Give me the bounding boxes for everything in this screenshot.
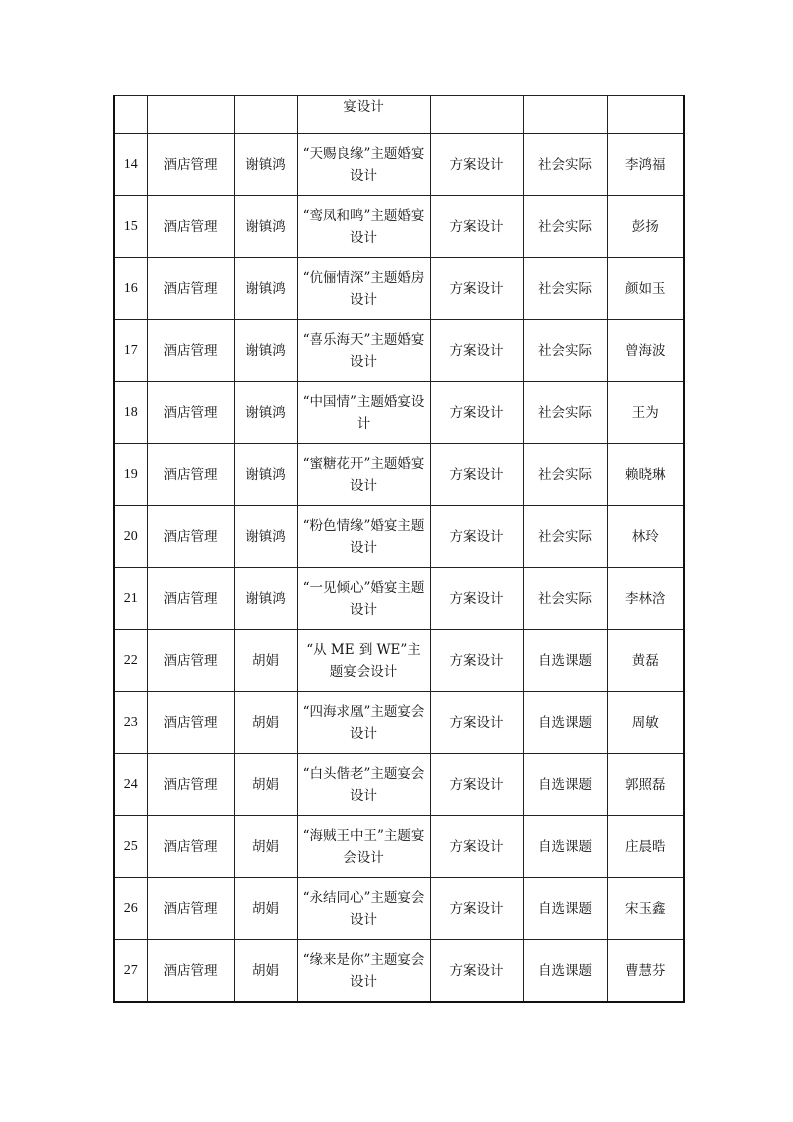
cell-source: 自选课题	[523, 754, 607, 816]
table-row	[114, 878, 684, 940]
cell-type: 方案设计	[430, 196, 523, 258]
cell-type	[430, 96, 523, 134]
title-text: “从 ME 到 WE”主题宴会设计	[306, 641, 421, 680]
cell-no: 20	[114, 506, 147, 568]
table-row	[114, 568, 684, 630]
title-text: “四海求凰”主题宴会设计	[302, 703, 425, 742]
cell-no: 19	[114, 444, 147, 506]
cell-type: 方案设计	[430, 258, 523, 320]
cell-advisor	[234, 96, 297, 134]
cell-student: 宋玉鑫	[607, 878, 684, 940]
cell-no: 24	[114, 754, 147, 816]
cell-student: 王为	[607, 382, 684, 444]
cell-no: 22	[114, 630, 147, 692]
table-row	[114, 940, 684, 1003]
cell-advisor: 谢镇鸿	[234, 444, 297, 506]
cell-student: 赖晓琳	[607, 444, 684, 506]
cell-advisor: 谢镇鸿	[234, 258, 297, 320]
cell-type: 方案设计	[430, 134, 523, 196]
cell-source: 社会实际	[523, 258, 607, 320]
cell-title	[297, 96, 430, 134]
title-text: “鸾凤和鸣”主题婚宴设计	[302, 207, 425, 246]
cell-student	[607, 96, 684, 134]
cell-advisor: 胡娟	[234, 816, 297, 878]
cell-title	[297, 506, 430, 568]
cell-advisor: 胡娟	[234, 878, 297, 940]
cell-source: 社会实际	[523, 506, 607, 568]
title-text: “一见倾心”婚宴主题设计	[302, 579, 425, 618]
title-text: “喜乐海天”主题婚宴设计	[302, 331, 425, 370]
cell-student: 黄磊	[607, 630, 684, 692]
cell-major: 酒店管理	[147, 196, 234, 258]
cell-title	[297, 878, 430, 940]
cell-major: 酒店管理	[147, 382, 234, 444]
cell-type: 方案设计	[430, 444, 523, 506]
cell-title	[297, 630, 430, 692]
cell-no: 15	[114, 196, 147, 258]
cell-major: 酒店管理	[147, 320, 234, 382]
title-text: “蜜糖花开”主题婚宴设计	[302, 455, 425, 494]
table-row	[114, 754, 684, 816]
cell-source: 自选课题	[523, 692, 607, 754]
cell-no: 21	[114, 568, 147, 630]
thesis-topic-table	[113, 95, 685, 1003]
cell-major: 酒店管理	[147, 940, 234, 1003]
cell-no: 18	[114, 382, 147, 444]
cell-student: 周敏	[607, 692, 684, 754]
cell-type: 方案设计	[430, 320, 523, 382]
cell-title	[297, 196, 430, 258]
cell-major: 酒店管理	[147, 692, 234, 754]
table-row	[114, 506, 684, 568]
cell-advisor: 谢镇鸿	[234, 506, 297, 568]
title-text: “白头偕老”主题宴会设计	[302, 765, 425, 804]
cell-student: 彭扬	[607, 196, 684, 258]
cell-advisor: 胡娟	[234, 692, 297, 754]
table-row	[114, 816, 684, 878]
cell-type: 方案设计	[430, 940, 523, 1003]
cell-source	[523, 96, 607, 134]
cell-no: 16	[114, 258, 147, 320]
cell-student: 庄晨晧	[607, 816, 684, 878]
cell-no: 17	[114, 320, 147, 382]
cell-source: 社会实际	[523, 382, 607, 444]
cell-title	[297, 320, 430, 382]
table-row	[114, 134, 684, 196]
title-text: “粉色情缘”婚宴主题设计	[302, 517, 425, 556]
cell-no: 26	[114, 878, 147, 940]
cell-major: 酒店管理	[147, 258, 234, 320]
cell-no: 25	[114, 816, 147, 878]
cell-title	[297, 816, 430, 878]
cell-advisor: 胡娟	[234, 754, 297, 816]
cell-title	[297, 444, 430, 506]
cell-type: 方案设计	[430, 878, 523, 940]
cell-no: 23	[114, 692, 147, 754]
cell-advisor: 谢镇鸿	[234, 134, 297, 196]
cell-major: 酒店管理	[147, 506, 234, 568]
cell-title	[297, 134, 430, 196]
cell-major: 酒店管理	[147, 878, 234, 940]
continued-row	[114, 96, 684, 134]
title-text: “永结同心”主题宴会设计	[302, 889, 425, 928]
cell-title	[297, 754, 430, 816]
cell-title	[297, 692, 430, 754]
cell-type: 方案设计	[430, 382, 523, 444]
cell-student: 曹慧芬	[607, 940, 684, 1003]
title-text: “缘来是你”主题宴会设计	[302, 951, 425, 990]
cell-no: 27	[114, 940, 147, 1003]
cell-student: 郭照磊	[607, 754, 684, 816]
cell-advisor: 谢镇鸿	[234, 320, 297, 382]
cell-advisor: 谢镇鸿	[234, 196, 297, 258]
title-text: 宴设计	[343, 99, 384, 115]
cell-source: 自选课题	[523, 816, 607, 878]
cell-major: 酒店管理	[147, 754, 234, 816]
table-row	[114, 320, 684, 382]
table-row	[114, 692, 684, 754]
cell-title	[297, 940, 430, 1003]
cell-source: 自选课题	[523, 630, 607, 692]
cell-major: 酒店管理	[147, 816, 234, 878]
title-text: “天赐良缘”主题婚宴设计	[302, 145, 425, 184]
cell-major	[147, 96, 234, 134]
table-body	[114, 96, 684, 1003]
title-text: “伉俪情深”主题婚房设计	[302, 269, 425, 308]
cell-source: 社会实际	[523, 320, 607, 382]
cell-major: 酒店管理	[147, 444, 234, 506]
cell-advisor: 胡娟	[234, 630, 297, 692]
cell-source: 社会实际	[523, 568, 607, 630]
cell-no	[114, 96, 147, 134]
cell-source: 社会实际	[523, 134, 607, 196]
cell-type: 方案设计	[430, 568, 523, 630]
cell-advisor: 胡娟	[234, 940, 297, 1003]
cell-type: 方案设计	[430, 506, 523, 568]
cell-type: 方案设计	[430, 816, 523, 878]
cell-type: 方案设计	[430, 630, 523, 692]
cell-student: 李鸿福	[607, 134, 684, 196]
cell-student: 林玲	[607, 506, 684, 568]
cell-advisor: 谢镇鸿	[234, 382, 297, 444]
title-text: “海贼王中王”主题宴会设计	[302, 827, 425, 866]
table-row	[114, 258, 684, 320]
cell-source: 自选课题	[523, 878, 607, 940]
cell-title	[297, 382, 430, 444]
cell-source: 社会实际	[523, 444, 607, 506]
table-row	[114, 196, 684, 258]
cell-advisor: 谢镇鸿	[234, 568, 297, 630]
cell-type: 方案设计	[430, 692, 523, 754]
cell-major: 酒店管理	[147, 630, 234, 692]
table-row	[114, 630, 684, 692]
cell-source: 自选课题	[523, 940, 607, 1003]
cell-major: 酒店管理	[147, 134, 234, 196]
cell-title	[297, 258, 430, 320]
cell-major: 酒店管理	[147, 568, 234, 630]
table-row	[114, 382, 684, 444]
cell-student: 李林浛	[607, 568, 684, 630]
table-row	[114, 444, 684, 506]
cell-type: 方案设计	[430, 754, 523, 816]
cell-title	[297, 568, 430, 630]
cell-source: 社会实际	[523, 196, 607, 258]
cell-student: 颜如玉	[607, 258, 684, 320]
cell-student: 曾海波	[607, 320, 684, 382]
cell-no: 14	[114, 134, 147, 196]
title-text: “中国情”主题婚宴设计	[302, 393, 425, 432]
